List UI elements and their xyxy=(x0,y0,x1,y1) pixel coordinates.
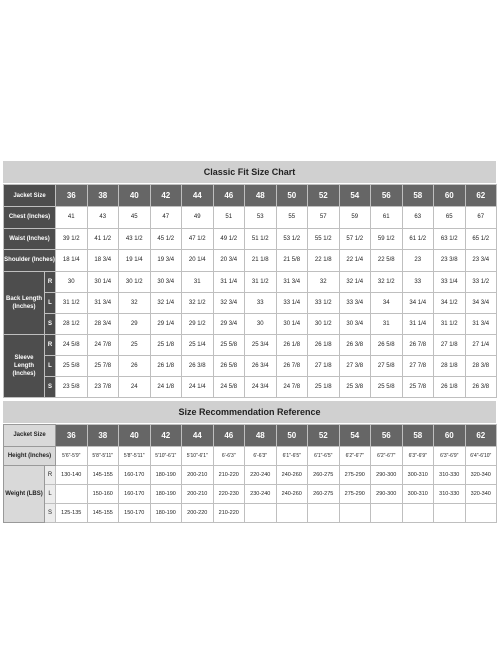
table-cell: 180-190 xyxy=(150,503,182,522)
table-cell: 320-340 xyxy=(465,484,497,503)
table-cell: 57 1/2 xyxy=(339,228,371,250)
table-cell: 23 3/4 xyxy=(465,250,497,272)
table-cell: 25 7/8 xyxy=(402,376,434,397)
row-sublabel: R xyxy=(45,465,56,484)
table-cell: 5'10"-6'1" xyxy=(150,446,182,465)
table-cell: 63 1/2 xyxy=(434,228,466,250)
table-cell: 26 1/8 xyxy=(276,334,308,355)
table-cell: 230-240 xyxy=(245,484,277,503)
table-cell: 26 3/4 xyxy=(245,355,277,376)
table-cell: 240-260 xyxy=(276,465,308,484)
table-cell: 33 1/2 xyxy=(308,292,340,313)
table-cell: 260-275 xyxy=(308,465,340,484)
table-cell: 24 3/4 xyxy=(245,376,277,397)
table-cell: 24 7/8 xyxy=(276,376,308,397)
table-cell: 200-220 xyxy=(182,503,214,522)
table-cell: 145-155 xyxy=(87,465,119,484)
table-cell xyxy=(276,503,308,522)
table-cell: 290-300 xyxy=(371,465,403,484)
table-cell: 6'2"-6'7" xyxy=(339,446,371,465)
height-label: Height (Inches) xyxy=(4,446,56,465)
row-sublabel: S xyxy=(45,313,56,334)
table-cell: 29 1/4 xyxy=(150,313,182,334)
table-cell: 30 xyxy=(56,271,88,292)
size-header: 58 xyxy=(402,185,434,207)
row-label: Back Length (Inches) xyxy=(4,271,45,334)
table-cell: 5'8"-5'11" xyxy=(87,446,119,465)
table-cell: 25 7/8 xyxy=(87,355,119,376)
table-cell: 310-330 xyxy=(434,484,466,503)
table-cell: 28 1/2 xyxy=(56,313,88,334)
table-cell: 28 3/4 xyxy=(87,313,119,334)
table-cell: 20 1/4 xyxy=(182,250,214,272)
table-cell: 45 1/2 xyxy=(150,228,182,250)
table-cell: 6'3"-6'9" xyxy=(434,446,466,465)
table-cell: 51 1/2 xyxy=(245,228,277,250)
table-cell: 20 3/4 xyxy=(213,250,245,272)
table-cell: 25 5/8 xyxy=(371,376,403,397)
table-cell: 61 1/2 xyxy=(402,228,434,250)
table-cell: 145-155 xyxy=(87,503,119,522)
table-cell: 19 1/4 xyxy=(119,250,151,272)
recommendation-title: Size Recommendation Reference xyxy=(3,401,496,424)
table-cell: 27 5/8 xyxy=(371,355,403,376)
table-cell: 31 1/2 xyxy=(434,313,466,334)
row-sublabel: R xyxy=(45,334,56,355)
table-cell: 25 1/8 xyxy=(150,334,182,355)
table-cell: 25 xyxy=(119,334,151,355)
table-cell: 33 1/4 xyxy=(434,271,466,292)
table-cell: 47 xyxy=(150,207,182,229)
size-header: 56 xyxy=(371,185,403,207)
table-cell: 30 1/4 xyxy=(276,313,308,334)
table-cell: 290-300 xyxy=(371,484,403,503)
table-cell: 220-230 xyxy=(213,484,245,503)
table-cell: 27 1/8 xyxy=(308,355,340,376)
table-cell: 33 1/4 xyxy=(276,292,308,313)
table-cell xyxy=(308,503,340,522)
table-row xyxy=(4,376,497,397)
table-cell: 24 xyxy=(119,376,151,397)
table-cell xyxy=(434,503,466,522)
table-cell: 26 3/8 xyxy=(182,355,214,376)
table-cell: 32 1/4 xyxy=(339,271,371,292)
table-cell: 31 1/2 xyxy=(245,271,277,292)
table-cell: 31 1/4 xyxy=(213,271,245,292)
table-cell: 61 xyxy=(371,207,403,229)
header-jacket-size: Jacket Size xyxy=(4,424,56,446)
table-cell: 26 7/8 xyxy=(276,355,308,376)
table-cell: 21 1/8 xyxy=(245,250,277,272)
table-cell: 21 5/8 xyxy=(276,250,308,272)
table-cell: 26 1/8 xyxy=(150,355,182,376)
table-row xyxy=(4,334,497,355)
table-cell xyxy=(339,503,371,522)
table-cell: 30 1/2 xyxy=(308,313,340,334)
table-cell: 26 5/8 xyxy=(213,355,245,376)
table-cell: 30 3/4 xyxy=(339,313,371,334)
table-cell: 5'10"-6'1" xyxy=(182,446,214,465)
table-cell: 32 1/2 xyxy=(371,271,403,292)
table-cell: 18 1/4 xyxy=(56,250,88,272)
row-label: Shoulder (Inches) xyxy=(4,250,56,272)
size-header: 50 xyxy=(276,424,308,446)
table-cell: 32 xyxy=(308,271,340,292)
table-cell: 25 3/8 xyxy=(339,376,371,397)
size-header: 40 xyxy=(119,424,151,446)
table-row xyxy=(4,228,497,250)
table-cell: 33 1/2 xyxy=(465,271,497,292)
classic-fit-title: Classic Fit Size Chart xyxy=(3,161,496,184)
size-header: 44 xyxy=(182,424,214,446)
table-cell: 30 3/4 xyxy=(150,271,182,292)
table-row xyxy=(4,503,497,522)
table-cell: 31 3/4 xyxy=(276,271,308,292)
size-header: 52 xyxy=(308,185,340,207)
table-cell: 260-275 xyxy=(308,484,340,503)
table-cell: 26 3/8 xyxy=(465,376,497,397)
table-cell: 55 1/2 xyxy=(308,228,340,250)
table-cell: 210-220 xyxy=(213,465,245,484)
table-cell: 45 xyxy=(119,207,151,229)
table-cell xyxy=(245,503,277,522)
size-header: 48 xyxy=(245,185,277,207)
table-cell: 24 1/8 xyxy=(150,376,182,397)
table-cell: 26 5/8 xyxy=(371,334,403,355)
table-cell: 27 1/4 xyxy=(465,334,497,355)
table-cell: 19 3/4 xyxy=(150,250,182,272)
table-row xyxy=(4,484,497,503)
table-cell: 31 xyxy=(182,271,214,292)
size-header: 62 xyxy=(465,424,497,446)
table-row xyxy=(4,465,497,484)
table-cell: 150-160 xyxy=(87,484,119,503)
table-cell: 6'2"-6'7" xyxy=(371,446,403,465)
classic-fit-table xyxy=(3,184,497,398)
size-header: 38 xyxy=(87,185,119,207)
table-cell: 27 1/8 xyxy=(434,334,466,355)
table-cell: 23 3/8 xyxy=(434,250,466,272)
table-cell: 275-290 xyxy=(339,484,371,503)
table-cell: 34 3/4 xyxy=(465,292,497,313)
table-cell: 6'-6'3" xyxy=(213,446,245,465)
table-cell: 130-140 xyxy=(56,465,88,484)
size-header: 42 xyxy=(150,424,182,446)
table-cell: 150-170 xyxy=(119,503,151,522)
row-sublabel: S xyxy=(45,376,56,397)
table-cell: 200-210 xyxy=(182,484,214,503)
table-cell: 34 1/2 xyxy=(434,292,466,313)
size-header: 58 xyxy=(402,424,434,446)
size-header: 60 xyxy=(434,185,466,207)
table-cell xyxy=(56,484,88,503)
table-cell: 28 1/8 xyxy=(434,355,466,376)
table-cell: 31 1/4 xyxy=(402,313,434,334)
table-cell: 24 5/8 xyxy=(213,376,245,397)
table-cell: 31 xyxy=(371,313,403,334)
table-cell: 30 1/4 xyxy=(87,271,119,292)
table-cell: 41 xyxy=(56,207,88,229)
table-cell: 43 xyxy=(87,207,119,229)
table-cell: 6'1"-6'5" xyxy=(276,446,308,465)
table-cell: 23 xyxy=(402,250,434,272)
table-row xyxy=(4,355,497,376)
table-cell: 25 5/8 xyxy=(56,355,88,376)
size-header: 48 xyxy=(245,424,277,446)
table-cell: 49 xyxy=(182,207,214,229)
table-cell: 26 xyxy=(119,355,151,376)
table-cell: 31 1/2 xyxy=(56,292,88,313)
recommendation-table xyxy=(3,424,497,523)
row-label: Chest (Inches) xyxy=(4,207,56,229)
table-cell: 41 1/2 xyxy=(87,228,119,250)
table-cell: 160-170 xyxy=(119,484,151,503)
table-row xyxy=(4,271,497,292)
table-cell: 31 3/4 xyxy=(87,292,119,313)
size-header: 62 xyxy=(465,185,497,207)
size-header: 42 xyxy=(150,185,182,207)
table-cell: 51 xyxy=(213,207,245,229)
row-sublabel: S xyxy=(45,503,56,522)
table-cell: 32 1/4 xyxy=(150,292,182,313)
table-row xyxy=(4,292,497,313)
size-header: 38 xyxy=(87,424,119,446)
table-cell: 27 7/8 xyxy=(402,355,434,376)
table-cell: 6'3"-6'9" xyxy=(402,446,434,465)
row-sublabel: L xyxy=(45,355,56,376)
table-cell: 300-310 xyxy=(402,465,434,484)
table-cell: 32 3/4 xyxy=(213,292,245,313)
table-cell: 180-190 xyxy=(150,465,182,484)
row-label: Sleeve Length (Inches) xyxy=(4,334,45,397)
table-cell: 5'6"-5'9" xyxy=(56,446,88,465)
table-cell: 53 1/2 xyxy=(276,228,308,250)
row-sublabel: R xyxy=(45,271,56,292)
table-cell: 49 1/2 xyxy=(213,228,245,250)
table-cell: 24 1/4 xyxy=(182,376,214,397)
table-cell: 33 xyxy=(245,292,277,313)
table-row xyxy=(4,446,497,465)
table-cell: 26 1/8 xyxy=(308,334,340,355)
table-cell: 23 7/8 xyxy=(87,376,119,397)
size-header: 44 xyxy=(182,185,214,207)
table-cell: 25 1/4 xyxy=(182,334,214,355)
table-cell: 300-310 xyxy=(402,484,434,503)
table-cell: 275-290 xyxy=(339,465,371,484)
table-row xyxy=(4,313,497,334)
table-cell: 27 3/8 xyxy=(339,355,371,376)
size-header: 54 xyxy=(339,185,371,207)
table-cell xyxy=(402,503,434,522)
size-header: 36 xyxy=(56,424,88,446)
table-cell: 32 xyxy=(119,292,151,313)
table-cell: 30 1/2 xyxy=(119,271,151,292)
table-cell: 57 xyxy=(308,207,340,229)
weight-label: Weight (LBS) xyxy=(4,465,45,522)
table-cell: 310-330 xyxy=(434,465,466,484)
size-header: 40 xyxy=(119,185,151,207)
table-cell: 29 xyxy=(119,313,151,334)
table-cell: 23 5/8 xyxy=(56,376,88,397)
table-cell: 210-220 xyxy=(213,503,245,522)
table-cell: 63 xyxy=(402,207,434,229)
size-header: 46 xyxy=(213,185,245,207)
table-cell: 59 xyxy=(339,207,371,229)
table-cell xyxy=(465,503,497,522)
table-cell: 67 xyxy=(465,207,497,229)
table-cell: 22 5/8 xyxy=(371,250,403,272)
table-cell: 34 xyxy=(371,292,403,313)
table-cell: 53 xyxy=(245,207,277,229)
table-cell: 55 xyxy=(276,207,308,229)
table-cell: 25 3/4 xyxy=(245,334,277,355)
table-cell: 31 3/4 xyxy=(465,313,497,334)
table-cell: 22 1/8 xyxy=(308,250,340,272)
table-cell: 6'1"-6'5" xyxy=(308,446,340,465)
table-cell: 29 3/4 xyxy=(213,313,245,334)
table-cell: 26 3/8 xyxy=(339,334,371,355)
table-cell: 25 1/8 xyxy=(308,376,340,397)
header-jacket-size: Jacket Size xyxy=(4,185,56,207)
table-cell: 34 1/4 xyxy=(402,292,434,313)
table-cell: 28 3/8 xyxy=(465,355,497,376)
size-header: 52 xyxy=(308,424,340,446)
size-header: 50 xyxy=(276,185,308,207)
size-header: 56 xyxy=(371,424,403,446)
table-cell: 24 5/8 xyxy=(56,334,88,355)
size-header: 36 xyxy=(56,185,88,207)
table-cell: 47 1/2 xyxy=(182,228,214,250)
table-cell: 180-190 xyxy=(150,484,182,503)
table-cell: 25 5/8 xyxy=(213,334,245,355)
table-row xyxy=(4,207,497,229)
table-cell: 33 3/4 xyxy=(339,292,371,313)
table-cell: 33 xyxy=(402,271,434,292)
table-cell: 320-340 xyxy=(465,465,497,484)
table-cell: 5'8"-5'11" xyxy=(119,446,151,465)
table-cell: 240-260 xyxy=(276,484,308,503)
table-cell: 26 1/8 xyxy=(434,376,466,397)
row-sublabel: L xyxy=(45,484,56,503)
table-cell: 24 7/8 xyxy=(87,334,119,355)
size-header: 54 xyxy=(339,424,371,446)
table-cell: 65 xyxy=(434,207,466,229)
table-cell: 39 1/2 xyxy=(56,228,88,250)
table-cell: 22 1/4 xyxy=(339,250,371,272)
table-cell: 160-170 xyxy=(119,465,151,484)
table-row xyxy=(4,250,497,272)
table-cell: 125-135 xyxy=(56,503,88,522)
table-cell: 220-240 xyxy=(245,465,277,484)
table-cell: 43 1/2 xyxy=(119,228,151,250)
table-cell: 6'4"-6'10" xyxy=(465,446,497,465)
table-cell: 30 xyxy=(245,313,277,334)
table-cell xyxy=(371,503,403,522)
table-cell: 32 1/2 xyxy=(182,292,214,313)
size-chart-sheet xyxy=(3,161,496,523)
table-cell: 6'-6'3" xyxy=(245,446,277,465)
row-label: Waist (Inches) xyxy=(4,228,56,250)
size-header: 46 xyxy=(213,424,245,446)
table-cell: 29 1/2 xyxy=(182,313,214,334)
row-sublabel: L xyxy=(45,292,56,313)
table-cell: 65 1/2 xyxy=(465,228,497,250)
table-cell: 26 7/8 xyxy=(402,334,434,355)
table-cell: 200-210 xyxy=(182,465,214,484)
size-header: 60 xyxy=(434,424,466,446)
table-cell: 18 3/4 xyxy=(87,250,119,272)
table-cell: 59 1/2 xyxy=(371,228,403,250)
